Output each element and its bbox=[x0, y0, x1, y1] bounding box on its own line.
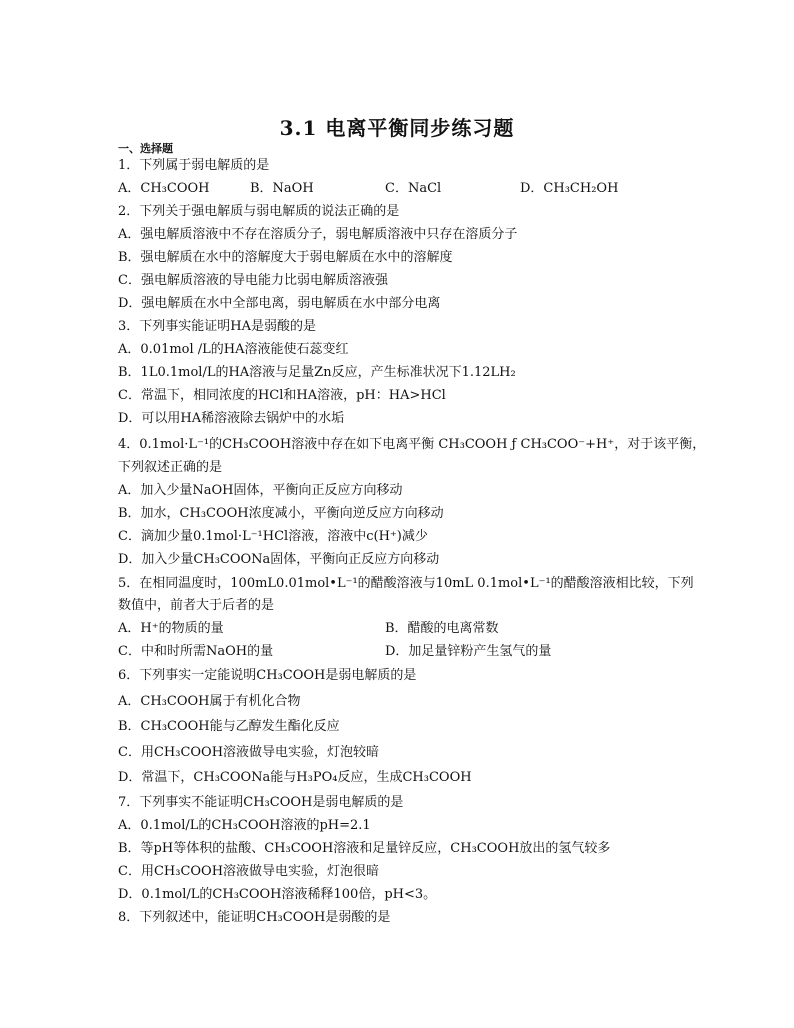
question-5-stem-line-2: 数值中，前者大于后者的是 bbox=[118, 598, 275, 613]
section-heading: 一、选择题 bbox=[118, 142, 173, 155]
question-2-stem: 2．下列关于强电解质与弱电解质的说法正确的是 bbox=[118, 204, 400, 219]
question-3-option-a: A．0.01mol /L的HA溶液能使石蕊变红 bbox=[118, 342, 349, 357]
question-7-option-d: D．0.1mol/L的CH₃COOH溶液稀释100倍，pH<3。 bbox=[118, 887, 437, 902]
question-7-option-b: B．等pH等体积的盐酸、CH₃COOH溶液和足量锌反应，CH₃COOH放出的氢气较多 bbox=[118, 841, 611, 856]
question-6-stem: 6．下列事实一定能说明CH₃COOH是弱电解质的是 bbox=[118, 668, 417, 683]
question-5-option-d: D．加足量锌粉产生氢气的量 bbox=[385, 644, 552, 659]
question-3-option-d: D．可以用HA稀溶液除去锅炉中的水垢 bbox=[118, 411, 345, 426]
question-1-stem: 1．下列属于弱电解质的是 bbox=[118, 158, 270, 173]
question-4-stem-line-1: 4．0.1mol·L⁻¹的CH₃COOH溶液中存在如下电离平衡 CH₃COOH ƒ CH₃COO⁻+H⁺，对于该平衡， bbox=[118, 437, 706, 452]
question-5-stem-line-1: 5．在相同温度时，100mL0.01mol•L⁻¹的醋酸溶液与10mL 0.1mol•L⁻¹的醋酸溶液相比较，下列 bbox=[118, 576, 694, 591]
question-5-option-b: B．醋酸的电离常数 bbox=[385, 621, 499, 636]
question-7-option-c: C．用CH₃COOH溶液做导电实验，灯泡很暗 bbox=[118, 864, 380, 879]
question-5-option-c: C．中和时所需NaOH的量 bbox=[118, 644, 274, 659]
question-1-option-a: A．CH₃COOH bbox=[118, 181, 210, 196]
question-3-option-c: C．常温下，相同浓度的HCl和HA溶液，pH：HA>HCl bbox=[118, 388, 446, 403]
question-4-option-d: D．加入少量CH₃COONa固体，平衡向正反应方向移动 bbox=[118, 552, 440, 567]
question-1-option-c: C．NaCl bbox=[385, 181, 442, 196]
question-2-option-d: D．强电解质在水中全部电离，弱电解质在水中部分电离 bbox=[118, 296, 441, 311]
question-4-option-a: A．加入少量NaOH固体，平衡向正反应方向移动 bbox=[118, 483, 403, 498]
question-6-option-a: A．CH₃COOH属于有机化合物 bbox=[118, 694, 301, 709]
question-7-stem: 7．下列事实不能证明CH₃COOH是弱电解质的是 bbox=[118, 795, 404, 810]
question-6-option-b: B．CH₃COOH能与乙醇发生酯化反应 bbox=[118, 719, 340, 734]
question-1-option-d: D．CH₃CH₂OH bbox=[520, 181, 619, 196]
question-2-option-c: C．强电解质溶液的导电能力比弱电解质溶液强 bbox=[118, 273, 388, 288]
question-3-option-b: B．1L0.1mol/L的HA溶液与足量Zn反应，产生标准状况下1.12LH₂ bbox=[118, 365, 516, 380]
question-4-option-b: B．加水，CH₃COOH浓度减小，平衡向逆反应方向移动 bbox=[118, 506, 444, 521]
page-title: 3.1 电离平衡同步练习题 bbox=[279, 116, 515, 140]
question-4-stem-line-2: 下列叙述正确的是 bbox=[118, 460, 223, 475]
question-6-option-d: D．常温下，CH₃COONa能与H₃PO₄反应，生成CH₃COOH bbox=[118, 770, 472, 785]
question-2-option-b: B．强电解质在水中的溶解度大于弱电解质在水中的溶解度 bbox=[118, 250, 453, 265]
question-5-option-a: A．H⁺的物质的量 bbox=[118, 621, 224, 636]
question-3-stem: 3．下列事实能证明HA是弱酸的是 bbox=[118, 319, 316, 334]
question-8-stem: 8．下列叙述中，能证明CH₃COOH是弱酸的是 bbox=[118, 910, 391, 925]
question-2-option-a: A．强电解质溶液中不存在溶质分子，弱电解质溶液中只存在溶质分子 bbox=[118, 227, 518, 242]
question-6-option-c: C．用CH₃COOH溶液做导电实验，灯泡较暗 bbox=[118, 745, 380, 760]
question-7-option-a: A．0.1mol/L的CH₃COOH溶液的pH=2.1 bbox=[118, 818, 371, 833]
question-4-option-c: C．滴加少量0.1mol·L⁻¹HCl溶液，溶液中c(H⁺)减少 bbox=[118, 529, 428, 544]
question-1-option-b: B．NaOH bbox=[250, 181, 314, 196]
